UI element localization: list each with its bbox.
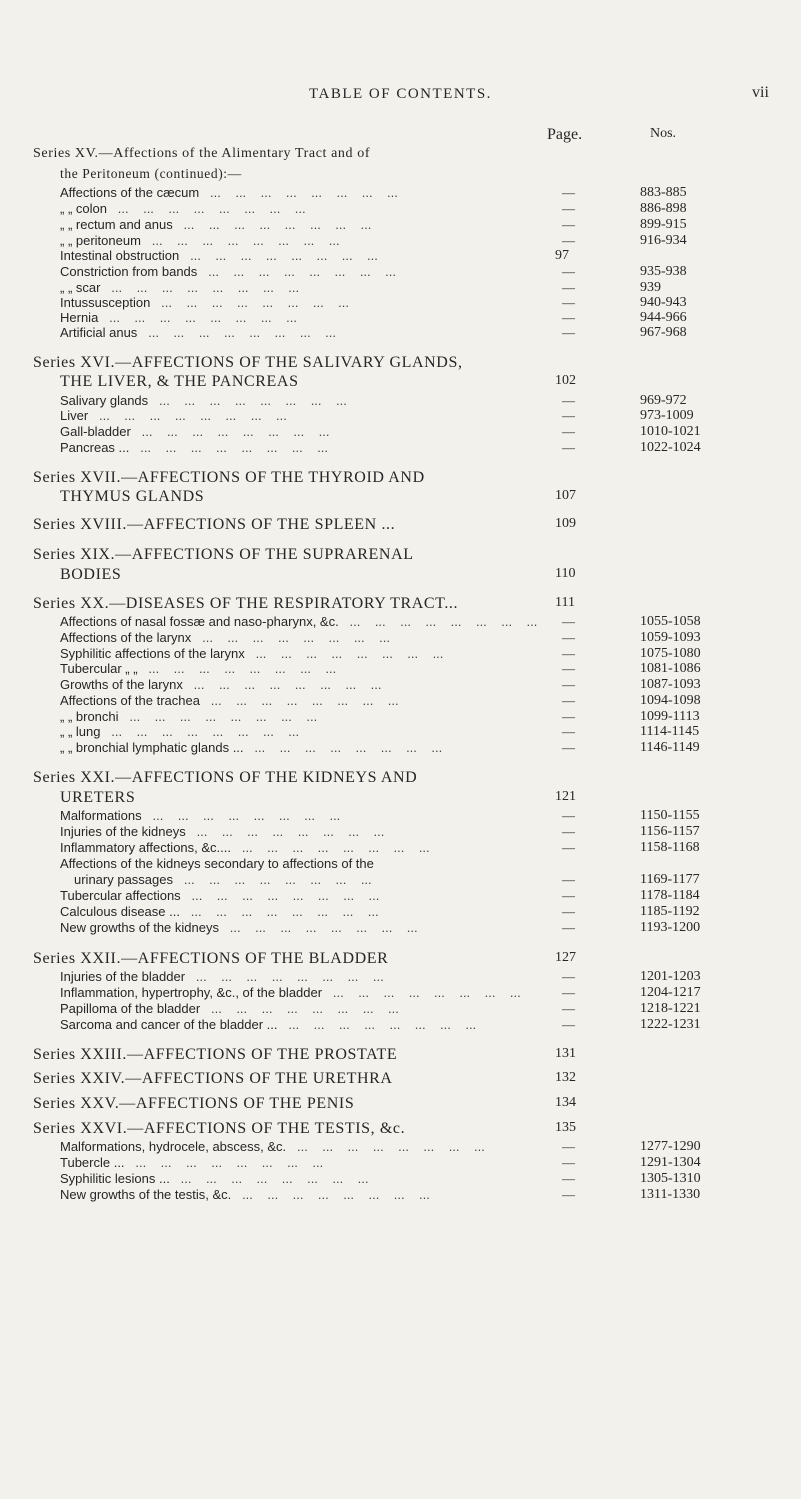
leader-dots: ... ... ... ... ... ... ... ... [129,440,329,455]
leader-dots: ... ... ... ... ... ... ... ... [199,185,398,200]
page-dash: — [562,724,575,739]
item-numbers: 1193-1200 [640,920,701,935]
contents-entry [60,264,575,279]
contents-entry [60,677,575,692]
item-numbers: 1204-1217 [640,985,701,1000]
contents-entry [60,969,575,984]
item-numbers: 1291-1304 [640,1155,701,1170]
contents-entry [60,985,575,1000]
page-dash: — [562,408,575,423]
item-numbers: 1081-1086 [640,661,701,676]
item-numbers: 1201-1203 [640,969,701,984]
item-numbers: 886-898 [640,201,687,216]
series-page-number: 109 [555,516,576,531]
entry-text: New growths of the testis, &c. [60,1187,232,1202]
item-numbers: 1178-1184 [640,888,700,903]
contents-entry [60,808,575,823]
entry-text: Constriction from bands [60,264,198,279]
entry-text: Injuries of the bladder [60,969,186,984]
contents-entry [60,280,575,295]
item-numbers: 940-943 [640,295,687,310]
item-numbers: 1022-1024 [640,440,701,455]
entry-text: Affections of the trachea [60,693,200,708]
item-numbers: 969-972 [640,393,687,408]
contents-entry [60,1017,575,1032]
leader-dots: ... ... ... ... ... ... ... ... [200,1001,399,1016]
entry-text: Sarcoma and cancer of the bladder ... [60,1017,278,1032]
contents-entry [60,904,575,919]
series-heading: Series XXVI.—AFFECTIONS OF THE TESTIS, &c. [33,1120,406,1137]
series-page-number: 110 [555,566,576,581]
page-dash: — [562,310,575,325]
leader-dots: ... ... ... ... ... ... ... ... [180,888,380,903]
entry-text: Injuries of the kidneys [60,824,186,839]
leader-dots: ... ... ... ... ... ... ... ... [173,872,372,887]
contents-entry [60,920,575,935]
series-heading: Series XVI.—AFFECTIONS OF THE SALIVARY GLANDS, [33,354,463,371]
contents-entry [74,872,589,887]
contents-entry [60,646,575,661]
page-dash: — [562,201,575,216]
item-numbers: 939 [640,280,661,295]
entry-text: „ „ bronchial lymphatic glands ... [60,740,244,755]
contents-entry [60,201,575,216]
page-dash: — [562,740,575,755]
item-numbers: 1150-1155 [640,808,700,823]
page-dash: — [562,1155,575,1170]
item-numbers: 1087-1093 [640,677,701,692]
entry-text: „ „ lung [60,724,101,739]
leader-dots: ... ... ... ... ... ... ... ... [322,985,521,1000]
series-heading: Series XX.—DISEASES OF THE RESPIRATORY TRACT... [33,595,459,612]
entry-text: Malformations, hydrocele, abscess, &c. [60,1139,287,1154]
leader-dots: ... ... ... ... ... ... ... ... [244,646,444,661]
item-numbers: 973-1009 [640,408,694,423]
entry-text: Inflammatory affections, &c.... [60,840,231,855]
item-numbers: 1277-1290 [640,1139,701,1154]
item-numbers: 1114-1145 [640,724,700,739]
leader-dots: ... ... ... ... ... ... ... ... [231,1187,430,1202]
leader-dots: ... ... ... ... ... ... ... ... [191,630,390,645]
entry-text: urinary passages [74,872,173,887]
leader-dots: ... ... ... ... ... ... ... ... [182,677,382,692]
entry-text: Inflammation, hypertrophy, &c., of the bladder [60,985,323,1000]
series-page-number: 132 [555,1070,576,1085]
page-dash: — [562,661,575,676]
entry-text: Malformations [60,808,142,823]
leader-dots: ... ... ... ... ... ... ... ... [169,1171,369,1186]
entry-text: „ „ peritoneum [60,233,141,248]
series-page-number: 134 [555,1095,576,1110]
page-dash: — [562,646,575,661]
series-page-number: 121 [555,789,576,804]
item-numbers: 1010-1021 [640,424,701,439]
contents-entry [60,1187,575,1202]
entry-text: Affections of the cæcum [60,185,200,200]
item-numbers: 967-968 [640,325,687,340]
series-page-number: 131 [555,1046,576,1061]
leader-dots: ... ... ... ... ... ... ... ... [338,614,538,629]
contents-entry [60,393,575,408]
contents-entry [60,661,575,676]
numbers-column-heading: Nos. [650,126,677,141]
leader-dots: ... ... ... ... ... ... ... ... [218,920,418,935]
contents-entry [60,1139,575,1154]
item-numbers: 1158-1168 [640,840,700,855]
series-page-number: 127 [555,950,576,965]
contents-entry [60,310,575,325]
series-heading: Series XXV.—AFFECTIONS OF THE PENIS [33,1095,355,1112]
entry-text: Affections of nasal fossæ and naso-pharynx, &c. [60,614,339,629]
series-page-number: 135 [555,1120,576,1135]
contents-entry [60,740,575,755]
entry-text: Salivary glands [60,393,149,408]
series-page-number: 111 [555,595,575,610]
contents-entry [60,424,575,439]
leader-dots: ... ... ... ... ... ... ... ... [106,201,306,216]
leader-dots: ... ... ... ... ... ... ... ... [88,408,287,423]
leader-dots: ... ... ... ... ... ... ... ... [185,969,384,984]
contents-entry [60,217,575,232]
contents-entry [60,295,575,310]
page-dash: — [562,295,575,310]
series-page-number: 107 [555,488,576,503]
entry-text: Syphilitic lesions ... [60,1171,170,1186]
contents-entry [60,724,575,739]
entry-text: Syphilitic affections of the larynx [60,646,245,661]
page-dash: — [562,824,575,839]
page-dash: — [562,217,575,232]
entry-text: Calculous disease ... [60,904,180,919]
item-numbers: 899-915 [640,217,687,232]
item-numbers: 935-938 [640,264,687,279]
entry-text: Affections of the kidneys secondary to affections of the [60,856,374,871]
page-dash: — [562,840,575,855]
contents-entry [60,325,575,340]
page-dash: — [562,280,575,295]
item-numbers: 1059-1093 [640,630,701,645]
entry-text: Tubercle ... [60,1155,125,1170]
leader-dots: ... ... ... ... ... ... ... ... [148,393,347,408]
page-dash: — [562,614,575,629]
item-numbers: 1099-1113 [640,709,700,724]
entry-text: New growths of the kidneys [60,920,219,935]
leader-dots: ... ... ... ... ... ... ... ... [179,248,378,263]
page-dash: — [562,630,575,645]
contents-entry [60,233,575,248]
page-dash: — [562,693,575,708]
page-dash: — [562,872,575,887]
leader-dots: ... ... ... ... ... ... ... ... [130,424,330,439]
series-heading-continued: the Peritoneum (continued):— [60,166,242,181]
entry-text: Pancreas ... [60,440,130,455]
series-heading-continued: URETERS [60,789,136,806]
page-dash: — [562,325,575,340]
contents-entry [60,408,575,423]
leader-dots: ... ... ... ... ... ... ... ... [243,740,443,755]
page-dash: — [562,709,575,724]
entry-text: Intestinal obstruction [60,248,180,263]
entry-text: Papilloma of the bladder [60,1001,201,1016]
contents-entry [60,1155,575,1170]
contents-entry [60,248,575,263]
leader-dots: ... ... ... ... ... ... ... ... [199,693,399,708]
entry-text: Affections of the larynx [60,630,192,645]
series-heading: Series XXII.—AFFECTIONS OF THE BLADDER [33,950,389,967]
leader-dots: ... ... ... ... ... ... ... ... [100,724,300,739]
series-heading: Series XVII.—AFFECTIONS OF THE THYROID AND [33,469,425,486]
item-numbers: 1094-1098 [640,693,701,708]
page-dash: — [562,677,575,692]
contents-entry [60,824,575,839]
series-page-number: 102 [555,373,576,388]
page-dash: — [562,440,575,455]
item-numbers: 1218-1221 [640,1001,701,1016]
entry-text: Intussusception [60,295,151,310]
leader-dots: ... ... ... ... ... ... ... ... [185,824,385,839]
item-numbers: 1156-1157 [640,824,700,839]
page-dash: — [562,233,575,248]
page-dash: — [562,808,575,823]
item-numbers: 1055-1058 [640,614,701,629]
leader-dots: ... ... ... ... ... ... ... ... [137,661,337,676]
series-heading: Series XXI.—AFFECTIONS OF THE KIDNEYS AND [33,769,418,786]
entry-text: „ „ bronchi [60,709,119,724]
series-heading: Series XIX.—AFFECTIONS OF THE SUPRARENAL [33,546,414,563]
page-dash: — [562,1171,575,1186]
entry-text: „ „ rectum and anus [60,217,173,232]
entry-text: Hernia [60,310,99,325]
leader-dots: ... ... ... ... ... ... ... ... [150,295,349,310]
leader-dots: ... ... ... ... ... ... ... ... [98,310,297,325]
leader-dots: ... ... ... ... ... ... ... ... [286,1139,485,1154]
entry-text: Growths of the larynx [60,677,183,692]
page-dash: — [562,393,575,408]
leader-dots: ... ... ... ... ... ... ... ... [137,325,336,340]
contents-entry [60,614,575,629]
series-heading: Series XXIII.—AFFECTIONS OF THE PROSTATE [33,1046,398,1063]
item-numbers: 1146-1149 [640,740,700,755]
item-numbers: 916-934 [640,233,687,248]
leader-dots: ... ... ... ... ... ... ... ... [179,904,379,919]
contents-entry [60,709,575,724]
leader-dots: ... ... ... ... ... ... ... ... [277,1017,477,1032]
page-number: vii [752,84,769,101]
item-numbers: 1075-1080 [640,646,701,661]
page-dash: — [562,1017,575,1032]
page-dash: — [562,920,575,935]
item-numbers: 944-966 [640,310,687,325]
item-numbers: 1222-1231 [640,1017,701,1032]
page-dash: — [562,1187,575,1202]
page-dash: — [562,985,575,1000]
entry-text: „ „ colon [60,201,107,216]
item-numbers: 1185-1192 [640,904,700,919]
contents-entry [60,440,575,455]
series-heading-continued: THYMUS GLANDS [60,488,205,505]
page-dash: — [562,1139,575,1154]
page-dash: — [562,264,575,279]
page-dash: — [562,185,575,200]
item-numbers: 1169-1177 [640,872,700,887]
page-dash: — [562,1001,575,1016]
page-dash: — [562,888,575,903]
series-heading-continued: THE LIVER, & THE PANCREAS [60,373,299,390]
entry-text: Artificial anus [60,325,138,340]
entry-text: Liver [60,408,89,423]
leader-dots: ... ... ... ... ... ... ... ... [231,840,430,855]
leader-dots: ... ... ... ... ... ... ... ... [124,1155,324,1170]
contents-entry [60,630,575,645]
series-heading: Series XXIV.—AFFECTIONS OF THE URETHRA [33,1070,393,1087]
page-dash: — [562,904,575,919]
contents-entry [60,185,575,200]
contents-entry [60,693,575,708]
item-numbers: 1305-1310 [640,1171,701,1186]
leader-dots: ... ... ... ... ... ... ... ... [172,217,372,232]
item-numbers: 1311-1330 [640,1187,701,1202]
leader-dots: ... ... ... ... ... ... ... ... [197,264,396,279]
leader-dots: ... ... ... ... ... ... ... ... [141,808,341,823]
leader-dots: ... ... ... ... ... ... ... ... [118,709,318,724]
page-dash: — [562,969,575,984]
series-heading-continued: BODIES [60,566,122,583]
leader-dots: ... ... ... ... ... ... ... ... [140,233,340,248]
series-heading: Series XVIII.—AFFECTIONS OF THE SPLEEN ... [33,516,396,533]
page-number-cell: 97 [555,248,569,263]
contents-entry [60,888,575,903]
page-dash: — [562,424,575,439]
contents-entry [60,1001,575,1016]
leader-dots: ... ... ... ... ... ... ... ... [100,280,300,295]
series-heading: Series XV.—Affections of the Alimentary Tract and of [33,146,371,161]
page-column-heading: Page. [547,126,583,143]
entry-text: „ „ scar [60,280,101,295]
item-numbers: 883-885 [640,185,687,200]
entry-text: Tubercular „ „ [60,661,138,676]
contents-entry [60,1171,575,1186]
entry-text: Gall-bladder [60,424,131,439]
contents-entry [60,856,575,871]
running-title: TABLE OF CONTENTS. [309,86,492,102]
contents-entry [60,840,575,855]
entry-text: Tubercular affections [60,888,181,903]
